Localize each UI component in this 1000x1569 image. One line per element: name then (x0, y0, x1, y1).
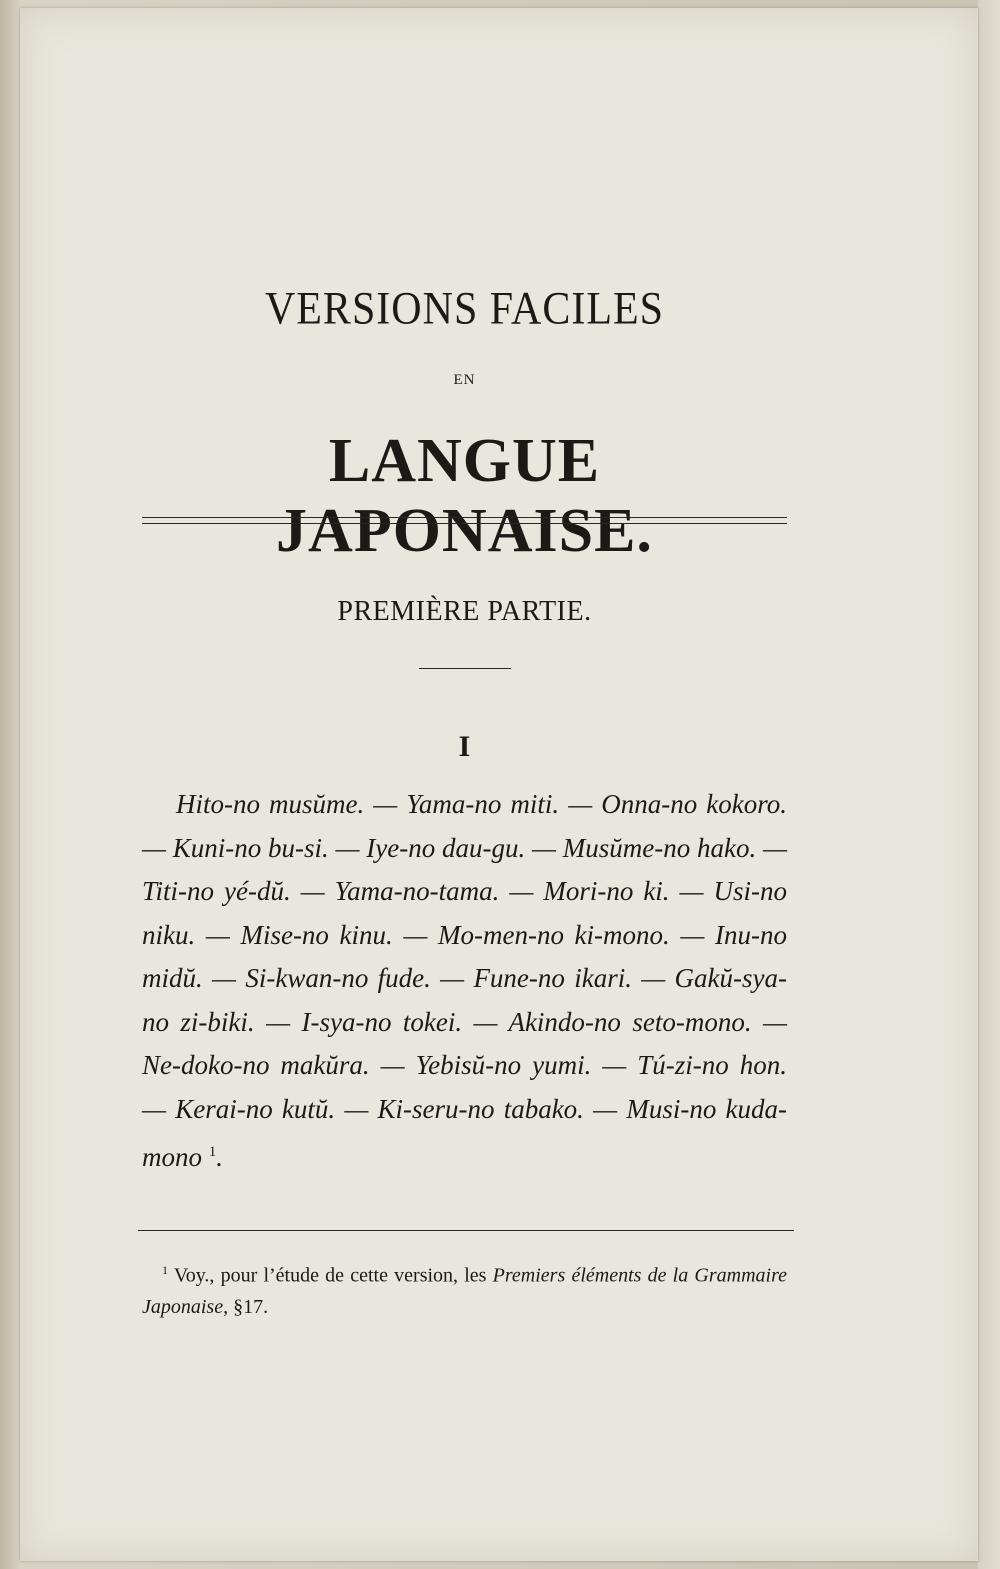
footnote-rule (138, 1230, 794, 1231)
short-rule-divider (419, 668, 511, 669)
double-rule-divider (142, 517, 787, 524)
footnote (142, 1255, 787, 1323)
footnote-marker: 1 (162, 1263, 168, 1277)
title-line-2: LANGUE JAPONAISE. (276, 427, 653, 565)
book-page (20, 8, 978, 1561)
footnote-text-after: , §17. (223, 1295, 269, 1318)
title-connector: EN (453, 372, 476, 388)
version-text: Hito-no musŭme. — Yama-no miti. — Onna-no kokoro. — Kuni-no bu-si. — Iye-no dau-gu. — Musŭme-no hako. — Titi-no yé-dŭ. — Yama-no-tama. — Mori-no ki. — Usi-no niku. — Mise-no kinu. — Mo-men-no ki-mono. — Inu-no midŭ. — Si-kwan-no fude. — Fune-no ikari. — Gakŭ-sya-no zi-biki. — I-sya-no tokei. — Akindo-no seto-mono. — Ne-doko-no makŭra. — Yebisŭ-no yumi. — Tú-zi-no hon. — Kerai-no kutŭ. — Ki-seru-no tabako. — Musi-no kuda-mono $^1$. (142, 789, 787, 1172)
version-text-body: Hito-no musŭme. — Yama-no miti. — Onna-no kokoro. — Kuni-no bu-si. — Iye-no dau-gu. — Musŭme-no hako. — Titi-no yé-dŭ. — Yama-no-tama. — Mori-no ki. — Usi-no niku. — Mise-no kinu. — Mo-men-no ki-mono. — Inu-no midŭ. — Si-kwan-no fude. — Fune-no ikari. — Gakŭ-sya-no zi-biki. — I-sya-no tokei. — Akindo-no seto-mono. — Ne-doko-no makŭra. — Yebisŭ-no yumi. — Tú-zi-no hon. — Kerai-no kutŭ. — Ki-seru-no tabako. — Musi-no kuda-mono (142, 789, 787, 1172)
footnote-book-title: Premiers éléments de la Grammaire Japonaise (142, 1264, 788, 1318)
left-page-edge (0, 0, 22, 1569)
part-title: PREMIÈRE PARTIE. (337, 596, 592, 627)
section-number: I (458, 730, 471, 763)
footnote-text-before: Voy., pour l’étude de cette version, les (173, 1264, 493, 1287)
right-page-edge (978, 0, 1000, 1569)
title-line-1: VERSIONS FACILES (264, 283, 665, 335)
footnote-ref: 1 (208, 1144, 217, 1160)
